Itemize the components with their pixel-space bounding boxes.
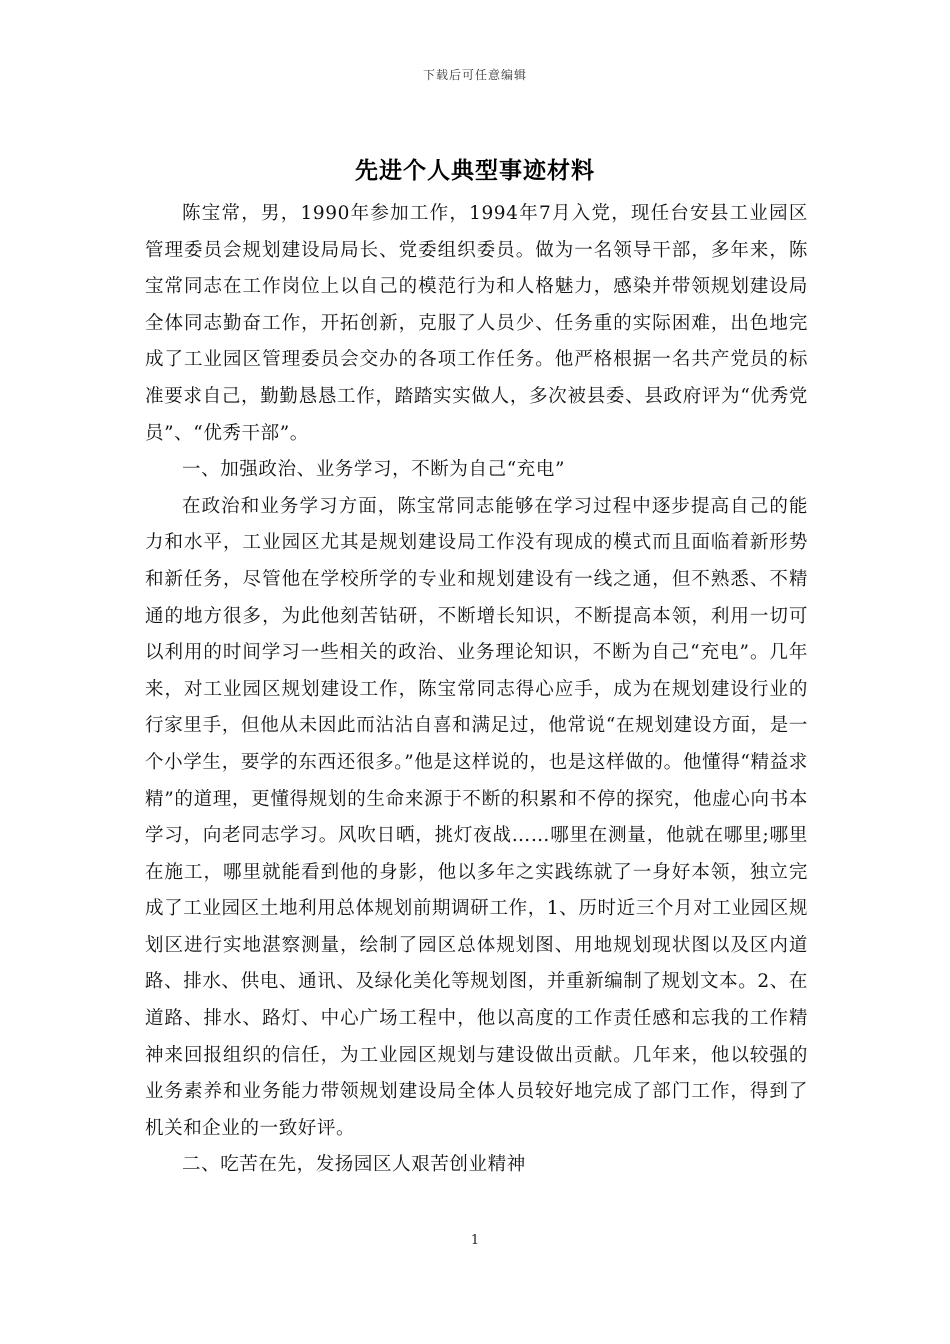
section-heading-2: 二、吃苦在先，发扬园区人艰苦创业精神 — [182, 1154, 526, 1176]
section-heading-1: 一、加强政治、业务学习，不断为自己“充电” — [182, 459, 566, 481]
header-note: 下载后可任意编辑 — [422, 68, 527, 82]
page-number: 1 — [470, 1233, 480, 1248]
document-title: 先进个人典型事迹材料 — [355, 157, 595, 184]
intro-paragraph: 陈宝常，男，1990年参加工作，1994年7月入党，现任台安县工业园区管理委员会规划建设局局长、党委组织委员。做为一名领导干部，多年来，陈宝常同志在工作岗位上以自己的模范行为和人格魅力，感染并带领规划建设局全体同志勤奋工作，开拓创新，克服了人员少、任务重的实际困难，出色地完成了工业园区管理委员会交办的各项工作任务。他严格根据一名共产党员的标准要求自己，勤勤恳恳工作，踏踏实实做人，多次被县委、县政府评为“优秀党员”、“优秀干部”。 — [145, 203, 808, 444]
section-1-paragraph: 在政治和业务学习方面，陈宝常同志能够在学习过程中逐步提高自己的能力和水平，工业园区尤其是规划建设局工作没有现成的模式而且面临着新形势和新任务，尽管他在学校所学的专业和规划建设有一线之通，但不熟悉、不精通的地方很多，为此他刻苦钻研，不断增长知识，不断提高本领，利用一切可以利用的时间学习一些相关的政治、业务理论知识，不断为自己“充电”。几年来，对工业园区规划建设工作，陈宝常同志得心应手，成为在规划建设行业的行家里手，但他从未因此而沾沾自喜和满足过，他常说“在规划建设方面，是一个小学生，要学的东西还很多。”他是这样说的，也是这样做的。他懂得“精益求精”的道理，更懂得规划的生命来源于不断的积累和不停的探究，他虚心向书本学习，向老同志学习。风吹日晒，挑灯夜战……哪里在测量，他就在哪里;哪里在施工，哪里就能看到他的身影，他以多年之实践练就了一身好本领，独立完成了工业园区土地利用总体规划前期调研工作，1、历时近三个月对工业园区规划区进行实地湛察测量，绘制了园区总体规划图、用地规划现状图以及区内道路、排水、供电、通讯、及绿化美化等规划图，并重新编制了规划文本。2、在道路、排水、路灯、中心广场工程中，他以高度的工作责任感和忘我的工作精神来回报组织的信任，为工业园区规划与建设做出贡献。几年来，他以较强的业务素养和业务能力带领规划建设局全体人员较好地完成了部门工作，得到了机关和企业的一致好评。 — [145, 495, 808, 1139]
document-body — [145, 196, 808, 1184]
